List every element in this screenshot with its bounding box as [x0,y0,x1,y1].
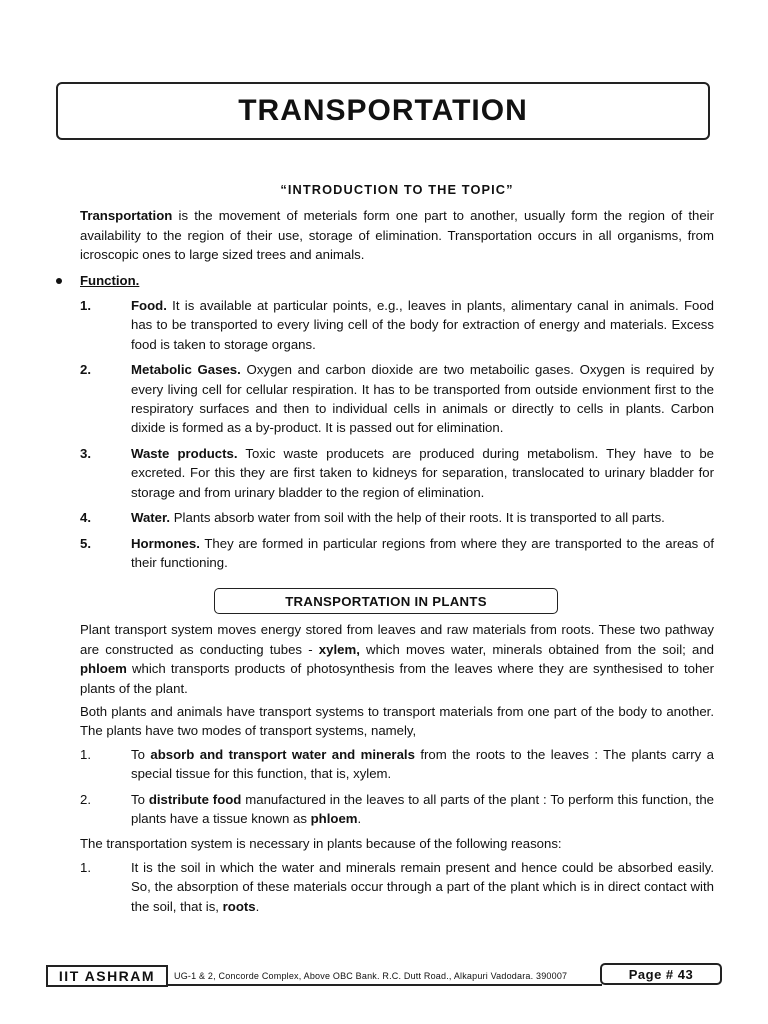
item-body: It is available at particular points, e.g., leaves in plants, alimentary canal in animals. Food has to be transported to every living cell of the body for extraction of energy and materials. Excess food is taken to storage organs. [131,298,714,352]
term-phloem: phloem [80,661,127,677]
item-number: 2. [80,791,91,807]
page-title: TRANSPORTATION [238,94,528,127]
item-number: 3. [80,445,91,461]
text-run: which moves water, minerals obtained from the soil; and [359,641,714,657]
item-text [131,360,714,438]
text-run: . [255,898,260,914]
function-item [80,508,714,527]
function-label: Function. [80,272,140,288]
brand-name: IIT ASHRAM [58,968,156,984]
text-run: To [131,791,149,807]
plants-paragraph-3: The transportation system is necessary in plants because of the following reasons: [80,836,562,852]
item-text [131,296,714,354]
mode-item [80,790,714,829]
intro-heading: “INTRODUCTION TO THE TOPIC” [280,182,514,197]
plants-heading: TRANSPORTATION IN PLANTS [285,593,487,609]
plants-paragraph-2: Both plants and animals have transport systems to transport materials from one part of the body to another. The plants have two modes of transport systems, namely, [80,703,714,739]
bold-run: absorb and transport water and minerals [150,746,415,762]
item-label: Metabolic Gases. [131,362,241,378]
function-item [80,360,714,438]
item-text [131,444,714,502]
item-number: 1. [80,298,91,314]
text-run: It is the soil in which the water and minerals remain present and hence could be absorbed easily. So, the absorption of these materials occur through a part of the plant which is in direct contact with the soil, that is, [131,859,714,914]
footer-address: UG-1 & 2, Concorde Complex, Above OBC Bank. R.C. Dutt Road., Alkapuri Vadodara. 390007 [174,971,568,981]
item-text [131,534,714,573]
text-run: To [131,746,151,762]
item-label: Waste products. [131,445,238,461]
term-xylem: xylem, [318,641,360,657]
plants-paragraph-1 [80,620,714,698]
item-number: 2. [80,362,91,378]
function-heading [80,271,714,290]
intro-paragraph [80,206,714,264]
item-body: Toxic waste producets are produced during metabolism. They have to be excreted. For this they are first taken to kidneys for separation, translocated to urinary bladder for storage and from urinary bladder to the region of elimination. [131,445,715,500]
item-number: 5. [80,535,91,551]
item-number: 1. [80,859,91,875]
item-label: Hormones. [131,535,200,551]
title-box [56,82,710,140]
item-number: 1. [80,746,91,762]
reason-item [80,858,714,916]
function-item [80,534,714,573]
page-number: Page # 43 [628,966,694,982]
item-text [131,790,714,829]
item-text [131,858,714,916]
bullet-icon [56,278,62,284]
page-number-box [600,963,722,985]
text-run: which transports products of photosynthesis from the leaves where they are synthesised to toher plants of the plant. [80,661,714,696]
mode-item [80,745,714,784]
item-text [131,745,714,784]
intro-text: is the movement of meterials form one part to another, usually form the region of their availability to the region of their use, storage of elimination. Transportation occurs in all organisms, from icroscopic ones to large sized trees and animals. [80,208,714,263]
text-run: . [357,810,362,826]
function-item [80,444,714,502]
document-body [80,180,714,922]
brand-box [46,965,168,987]
function-item [80,296,714,354]
item-body: Plants absorb water from soil with the help of their roots. It is transported to all parts. [170,510,665,526]
item-label: Food. [131,298,167,314]
text-run: Plant transport system moves energy stored from leaves and raw materials from roots. These two pathway are constructed as conducting tubes - [80,622,714,657]
text-run: manufactured in the leaves to all parts of the plant : To perform this function, the plants have a tissue known as [131,791,714,826]
item-body: They are formed in particular regions from where they are transported to the areas of their functioning. [131,535,714,570]
plants-heading-box [214,588,558,614]
item-text [131,508,714,527]
item-body: Oxygen and carbon dioxide are two metaboilic gases. Oxygen is required by every living cell for cellular respiration. It has to be transported from outside envionment first to the respiratory surfaces and then to individual cells in animals or directly to cells in plants. Carbon dixide is formed as a by-product. It is passed out for elimination. [131,362,714,436]
text-run: from the roots to the leaves : The plants carry a special tissue for this function, that is, xylem. [131,746,714,782]
item-label: Water. [131,510,171,526]
bold-run: phloem [310,810,358,826]
item-number: 4. [80,510,91,526]
intro-term: Transportation [80,208,173,224]
page-footer [46,965,722,987]
bold-run: distribute food [148,791,242,807]
bold-run: roots [222,898,256,914]
footer-rule [166,984,602,986]
